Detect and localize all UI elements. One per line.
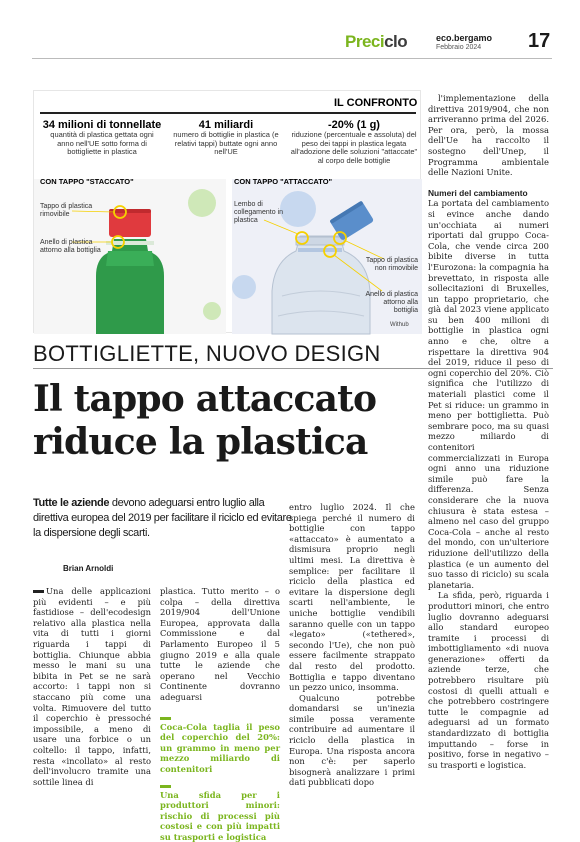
body-paragraph: l'implementazione della direttiva 2019/904, che non arriveranno prima del 2026. Per ora, però, la mossa dell'Ue ha raccolto il sostegno dell'Unep, il Programma ambientale delle Nazioni Unite. [428, 93, 549, 178]
pull-quote-text: Coca-Cola taglia il peso del coperchio del 20%: un grammo in meno per mezzo miliardo di contenitori [160, 722, 280, 774]
publication-info [436, 33, 492, 52]
body-column-1 [33, 586, 151, 787]
stat-plastic-tons [42, 119, 162, 157]
callout-ring-left: Anello di plastica attorno alla bottiglia [40, 239, 102, 255]
body-column-2 [160, 586, 280, 842]
infographic-title-rule [40, 112, 416, 114]
summary-text: devono adeguarsi entro luglio alla direttiva europea del 2019 per facilitare il riciclo ed evitare la dispersione degli scarti. [33, 497, 292, 539]
decorative-circle [203, 302, 221, 320]
brand-logo [345, 32, 407, 52]
decorative-circle [232, 275, 256, 299]
summary-lead: Tutte le aziende [33, 497, 109, 509]
red-cap [109, 209, 151, 237]
callout-removable-cap: Tappo di plastica rimovibile [40, 203, 102, 219]
infographic-title: IL CONFRONTO [334, 97, 417, 109]
page-header [0, 0, 580, 60]
publication-name: eco.bergamo [436, 33, 492, 43]
decorative-circle [188, 189, 216, 217]
body-paragraph: entro luglio 2024. Il che spiega perché il numero di bottiglie con tappo «attaccato» è aumentato a dismisura proprio negli ultimi mesi. La direttiva è semplice: per facilitare il riciclo della plastica ed evitare la dispersione degli scarti nell'ambiente, le uniche bottiglie vendibili saranno quelle con un tappo «legato» («tethered», secondo l'Ue), che non può essere facilmente strappato dal resto del prodotto. Bottiglia e tappo diventano un pezzo unico, insomma. [289, 502, 415, 693]
pull-quote-marker [160, 717, 171, 720]
stat-value: -20% (1 g) [290, 119, 418, 131]
pull-quote-text: Una sfida per i produttori minori: rischio di processi più costosi e con più impatti su trasporti e logistica [160, 790, 280, 842]
brand-logo-dark: clo [384, 32, 407, 51]
pull-quote [160, 785, 280, 842]
article-summary [33, 496, 301, 541]
callout-ring-right: Anello di plastica attorno alla bottiglia [360, 291, 418, 315]
body-column-4 [428, 93, 549, 770]
pull-quote-marker [160, 785, 171, 788]
callout-connector-strip: Lembo di collegamento in plastica [234, 201, 300, 225]
body-paragraph: La sfida, però, riguarda i produttori minori, che entro luglio dovranno adeguarsi allo standard europeo tramite i processi di imbottigliamento «di nuova generazione» offerti da aziende terze, che potrebbero risultare più costosi di quelli attuali e che potrebbero costringere tutte le compagnie ad adeguarsi ad un formato standardizzato di bottiglia imputtando – forse in positivo, forse in negativo – su trasporti e logistica. [428, 590, 549, 770]
header-divider [32, 58, 552, 59]
body-paragraph: Una delle applicazioni più evidenti – e più fastidiose – dell'ecodesign relativo alla plastica nella vita di tutti i giorni riguarda i tappi di bottiglia. Chiunque abbia messo le mani su una bibita in Pet se ne sarà accorto: i tappi non si staccano più come una volta. Rimuovere del tutto il coperchio è pressoché impossibile, a meno di usare una forbice o un coltello: il tappo, infatti, resta «incollato» al resto dell'involucro tramite una sottile linea di [33, 586, 151, 787]
stat-description: numero di bottiglie in plastica (e relativi tappi) buttate ogni anno nell'UE [166, 131, 286, 157]
stat-value: 34 milioni di tonnellate [42, 119, 162, 131]
brand-logo-green: Preci [345, 32, 384, 51]
stat-bottles-count [166, 119, 286, 157]
article-byline: Brian Arnoldi [63, 564, 113, 573]
label-detached-cap: CON TAPPO "STACCATO" [40, 177, 134, 186]
stat-description: quantità di plastica gettata ogni anno nell'UE sotto forma di bottigliette in plastica [42, 131, 162, 157]
stat-weight-reduction [290, 119, 418, 165]
article-kicker: BOTTIGLIETTE, NUOVO DESIGN [33, 341, 553, 367]
image-credit: Withub [390, 322, 409, 328]
section-subhead: Numeri del cambiamento [428, 188, 549, 199]
body-paragraph: Qualcuno potrebbe domandarsi se un'inezia simile possa veramente contribuire ad aumentare il riciclo della plastica in Europa. Una risposta ancora non c'è: per saperlo bisognerà analizzare i primi dati pubblicati dopo [289, 693, 415, 788]
bottle-shoulder-left [106, 251, 154, 266]
publication-date: Febbraio 2024 [436, 43, 492, 52]
article-headline: Il tappo attaccato riduce la plastica [33, 378, 428, 464]
body-column-3 [289, 502, 415, 788]
page-number: 17 [528, 30, 550, 53]
infographic [33, 90, 421, 333]
body-paragraph: La portata del cambiamento si evince anche dando un'occhiata ai numeri riportati dal gruppo Coca-Cola, che vende circa 200 bibite diverse in tutta l'Eurozona: la compagnia ha brevettato, in risposta alle sollecitazioni di Bruxelles, un tappo proprietario, che già dal 2023 viene applicato su ben 400 milioni di bottiglie in plastica ogni anno e che, oltre a rispettare la direttiva 904 del 2019, riduce il peso di ogni coperchio del 20%. Ciò significa che l'utilizzo di materiali plastici come il Pet si riduce: un grammo in meno per bottiglietta. Può sembrare poco, ma su quasi mezzo miliardo di contenitori commercializzati in Europa ogni anno una riduzione simile può fare la differenza. Senza considerare che la nuova chiusura è stata estesa – almeno nel caso del gruppo Coca-Cola – anche al resto del mondo, con un'ulteriore riduzione dell'utilizzo della plastica (e un aumento del suo tasso di riciclo) su scala planetaria. [428, 198, 549, 590]
paragraph-marker [33, 590, 44, 593]
body-paragraph: plastica. Tutto merito – o colpa – della direttiva 2019/904 dell'Unione Europea, approvata dalla Commissione e dal Parlamento Europeo il 5 giugno 2019 e alla quale tutte le aziende che operano nel Vecchio Continente dovranno adeguarsi [160, 586, 280, 703]
stat-value: 41 miliardi [166, 119, 286, 131]
callout-fixed-cap: Tappo di plastica non rimovibile [364, 257, 418, 273]
label-attached-cap: CON TAPPO "ATTACCATO" [234, 177, 332, 186]
pull-quote [160, 717, 280, 775]
stat-description: riduzione (percentuale e assoluta) del peso dei tappi in plastica legata all'adozione delle soluzioni "attaccate" al corpo delle bottiglie [290, 131, 418, 165]
